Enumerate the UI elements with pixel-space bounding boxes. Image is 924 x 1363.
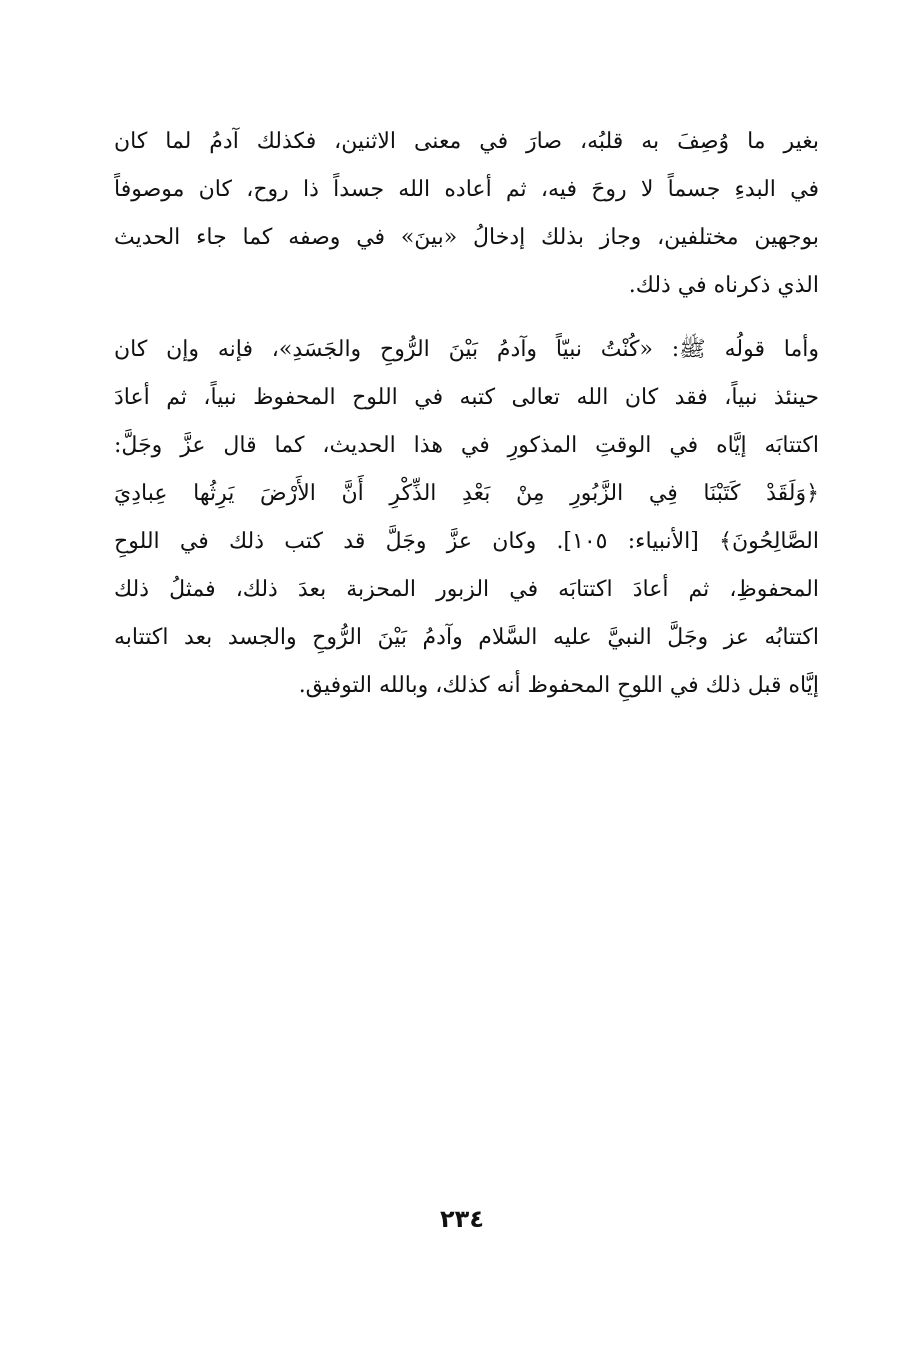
text-line: إيَّاه قبل ذلك في اللوحِ المحفوظ أنه كذلك، وبالله التوفيق. xyxy=(298,673,819,698)
text-line: في البدءِ جسماً لا روحَ فيه، ثم أعاده الله جسداً ذا روح، كان موصوفاً xyxy=(114,177,819,202)
text-line: اكتتابُه عز وجَلَّ النبيَّ عليه السَّلام وآدمُ بَيْنَ الرُّوحِ والجسد بعد اكتتابه xyxy=(114,625,819,650)
quran-verse-line: ﴿وَلَقَدْ كَتَبْنَا فِي الزَّبُورِ مِنْ بَعْدِ الذِّكْرِ أَنَّ الأَرْضَ يَرِثُها عِبادِيَ xyxy=(114,481,819,506)
page-number: ٢٣٤ xyxy=(440,1205,484,1233)
text-line: المحفوظِ، ثم أعادَ اكتتابَه في الزبور المحزبة بعدَ ذلك، فمثلُ ذلك xyxy=(114,577,819,602)
text-line: الذي ذكرناه في ذلك. xyxy=(628,273,819,298)
text-line: بوجهين مختلفين، وجاز بذلك إدخالُ «بينَ» في وصفه كما جاء الحديث xyxy=(114,225,819,250)
text-line: وأما قولُه ﷺ: «كُنْتُ نبيّاً وآدمُ بَيْنَ الرُّوحِ والجَسَدِ»، فإنه وإن كان xyxy=(114,337,819,362)
paragraph-1 xyxy=(114,118,819,310)
text-line: حينئذ نبياً، فقد كان الله تعالى كتبه في اللوح المحفوظ نبياً، ثم أعادَ xyxy=(114,385,819,410)
text-line: بغير ما وُصِفَ به قلبُه، صارَ في معنى الاثنين، فكذلك آدمُ لما كان xyxy=(114,129,819,154)
text-line: اكتتابَه إيَّاه في الوقتِ المذكورِ في هذا الحديث، كما قال عزَّ وجَلَّ: xyxy=(114,433,819,458)
paragraph-2 xyxy=(114,326,819,710)
text-line: الصَّالِحُونَ﴾ [الأنبياء: ١٠٥]. وكان عزَّ وجَلَّ قد كتب ذلك في اللوحِ xyxy=(114,529,819,554)
